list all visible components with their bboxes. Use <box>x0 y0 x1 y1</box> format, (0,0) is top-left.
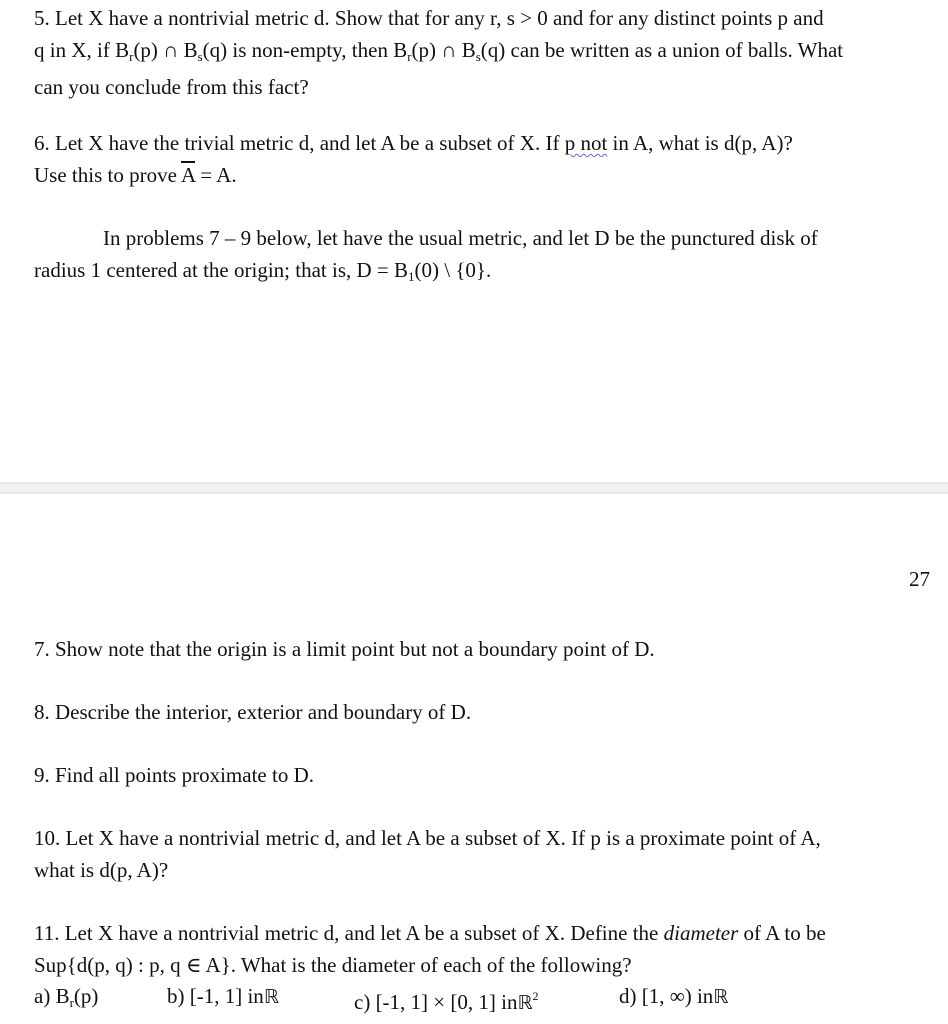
spellcheck-underline: p not <box>564 131 608 155</box>
problem-11-line-1: 11. Let X have a nontrivial metric d, and let A be a subset of X. Define the diameter of A to be <box>34 921 826 945</box>
problem-5-line-3: can you conclude from this fact? <box>34 75 309 99</box>
problem-11-parts <box>34 981 924 1020</box>
problem-9: 9. Find all points proximate to D. <box>34 763 314 787</box>
part-a: a) Br(p) <box>34 984 99 1010</box>
document-page-bottom <box>0 494 948 1024</box>
problem-11 <box>34 918 924 1020</box>
problem-6 <box>34 128 924 191</box>
problem-5 <box>34 3 924 104</box>
document-page-top <box>0 0 948 482</box>
part-b: b) [-1, 1] inℝ <box>167 984 279 1008</box>
intro-line-2: radius 1 centered at the origin; that is, $D = B_1(0)$ \ {0}. <box>34 257 492 284</box>
problem-10-line-1: 10. Let X have a nontrivial metric d, and let A be a subset of X. If p is a proximate point of A, <box>34 826 821 850</box>
problem-6-line-2: Use this to prove $\overline{A} = A$. <box>34 162 237 187</box>
closure-symbol: $\overline{A}$ <box>181 162 196 187</box>
part-d: d) [1, ∞) inℝ <box>619 984 729 1008</box>
intro-7-9 <box>34 223 924 292</box>
problem-5-line-1: 5. Let X have a nontrivial metric d. Show that for any r, s > 0 and for any distinct points p and <box>34 6 824 30</box>
page-number: 27 <box>909 567 930 591</box>
page-divider <box>0 482 948 494</box>
problem-5-line-2: q in X, if $B_r(p)$ ∩ $B_s(q)$ is non-empty, then $B_r(p)$ ∩ $B_s(q)$ can be written as a union of balls. What <box>34 37 844 64</box>
problem-8: 8. Describe the interior, exterior and boundary of D. <box>34 700 472 724</box>
part-c: c) [-1, 1] × [0, 1] inℝ2 <box>354 989 539 1014</box>
problem-6-line-1: 6. Let X have the trivial metric d, and let A be a subset of X. If p not in A, what is d(p, A)? <box>34 131 793 155</box>
problem-11-line-2: Sup{d(p, q) : p, q ∈ A}. What is the diameter of each of the following? <box>34 952 632 977</box>
problem-10 <box>34 823 924 886</box>
intro-line-1: In problems 7 – 9 below, let have the usual metric, and let D be the punctured disk of <box>103 226 818 250</box>
problem-7: 7. Show note that the origin is a limit point but not a boundary point of D. <box>34 637 655 661</box>
problem-10-line-2: what is d(p, A)? <box>34 857 169 882</box>
